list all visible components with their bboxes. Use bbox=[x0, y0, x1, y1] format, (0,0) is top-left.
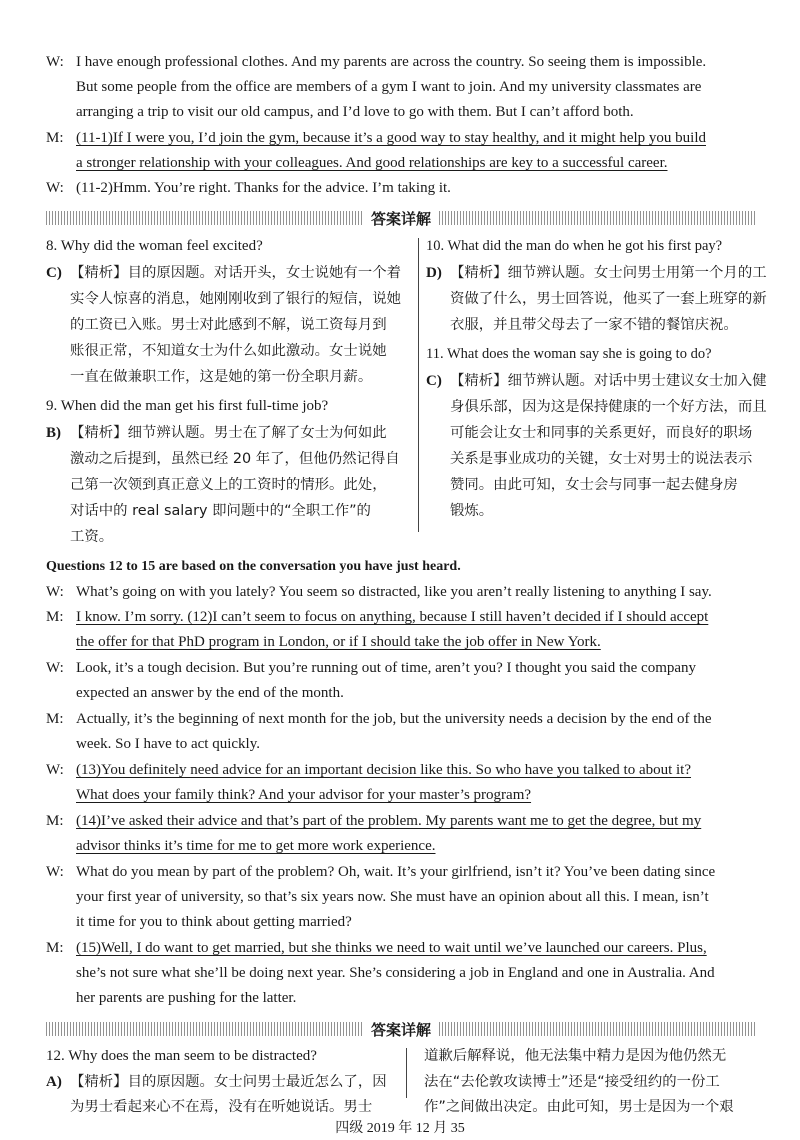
speaker-label: M: bbox=[46, 711, 64, 727]
answer-explanation-banner bbox=[46, 207, 756, 229]
answer-letter-11: C) bbox=[426, 373, 442, 389]
dialogue-line: I have enough professional clothes. And my parents are across the country. So seeing them is impossible. bbox=[76, 54, 707, 70]
speaker-label: W: bbox=[46, 762, 64, 778]
banner-title: 答案详解 bbox=[371, 1020, 432, 1039]
dialogue-line-underlined: advisor thinks it’s time for me to get more work experience. bbox=[76, 838, 436, 854]
question-8: 8. Why did the woman feel excited? bbox=[46, 238, 263, 254]
dialogue-line-underlined: a stronger relationship with your colleagues. And good relationships are key to a successful career. bbox=[76, 155, 668, 171]
column-divider bbox=[418, 238, 419, 532]
answer-explanation-banner bbox=[46, 1018, 756, 1040]
dialogue-line: your first year of university, so that’s six years now. She must have an opinion about all this. I mean, isn’t bbox=[76, 889, 709, 905]
explanation-line: 【精析】目的原因题。对话开头，女士说她有一个着 bbox=[70, 265, 401, 281]
dialogue-line: she’s not sure what she’ll be doing next year. She’s considering a job in England and one in Australia. And bbox=[76, 965, 715, 981]
explanation-line: 锻炼。 bbox=[450, 503, 494, 519]
explanation-line: 的工资已入账。男士对此感到不解，说工资每月到 bbox=[70, 317, 387, 333]
explanation-line: 关系是事业成功的关键，女士对男士的说法表示 bbox=[450, 451, 753, 467]
speaker-label: M: bbox=[46, 813, 64, 829]
speaker-label: M: bbox=[46, 940, 64, 956]
speaker-label: M: bbox=[46, 130, 64, 146]
dialogue-line: Actually, it’s the beginning of next month for the job, but the university needs a decision by the end of the bbox=[76, 711, 712, 727]
speaker-label: W: bbox=[46, 54, 64, 70]
dialogue-line: But some people from the office are members of a gym I want to join. And my university classmates are bbox=[76, 79, 702, 95]
explanation-line: 激动之后提到，虽然已经 20 年了，但他仍然记得自 bbox=[70, 451, 400, 467]
section-title: Questions 12 to 15 are based on the conversation you have just heard. bbox=[46, 559, 461, 574]
question-9: 9. When did the man get his first full-time job? bbox=[46, 398, 329, 414]
explanation-line: 可能会让女士和同事的关系更好，而良好的职场 bbox=[450, 425, 753, 441]
speaker-label: W: bbox=[46, 660, 64, 676]
dialogue-line: What’s going on with you lately? You seem so distracted, like you aren’t really listening to anything I say. bbox=[76, 584, 712, 600]
banner-hatch-left bbox=[46, 211, 363, 225]
dialogue-line: week. So I have to act quickly. bbox=[76, 736, 260, 752]
speaker-label: W: bbox=[46, 864, 64, 880]
explanation-line: 资做了什么，男士回答说，他买了一套上班穿的新 bbox=[450, 291, 767, 307]
dialogue-line: What do you mean by part of the problem? Oh, wait. It’s your girlfriend, isn’t it? You’ve been dating since bbox=[76, 864, 716, 880]
page-footer: 四级 2019 年 12 月 35 bbox=[335, 1121, 465, 1136]
answer-letter-12: A) bbox=[46, 1074, 62, 1090]
explanation-line: 【精析】目的原因题。女士问男士最近怎么了，因 bbox=[70, 1074, 387, 1090]
column-divider bbox=[406, 1048, 407, 1098]
dialogue-line: Look, it’s a tough decision. But you’re running out of time, aren’t you? I thought you said the company bbox=[76, 660, 697, 676]
answer-letter-8: C) bbox=[46, 265, 62, 281]
question-12: 12. Why does the man seem to be distracted? bbox=[46, 1048, 317, 1064]
dialogue-line-underlined: (14)I’ve asked their advice and that’s part of the problem. My parents want me to get the degree, but my bbox=[76, 813, 702, 829]
dialogue-line: (11-2)Hmm. You’re right. Thanks for the advice. I’m taking it. bbox=[76, 180, 451, 196]
explanation-line: 己第一次领到真正意义上的工资时的情形。此处， bbox=[70, 477, 387, 493]
dialogue-line: arranging a trip to visit our old campus, and I’d love to go with them. But I can’t afford both. bbox=[76, 104, 634, 120]
dialogue-line-underlined: the offer for that PhD program in London, or if I should take the job offer in New York. bbox=[76, 634, 601, 650]
explanation-line: 【精析】细节辨认题。女士问男士用第一个月的工 bbox=[450, 265, 767, 281]
dialogue-line: expected an answer by the end of the month. bbox=[76, 685, 344, 701]
banner-hatch-right bbox=[439, 1022, 756, 1036]
explanation-line: 作”之间做出决定。由此可知，男士是因为一个艰 bbox=[424, 1099, 734, 1115]
dialogue-line: her parents are pushing for the latter. bbox=[76, 990, 297, 1006]
explanation-line: 法在“去伦敦攻读博士”还是“接受纽约的一份工 bbox=[424, 1074, 720, 1090]
banner-hatch-left bbox=[46, 1022, 363, 1036]
explanation-line: 为男士看起来心不在焉，没有在听她说话。男士 bbox=[70, 1099, 373, 1115]
explanation-line: 身俱乐部，因为这是保持健康的一个好方法，而且 bbox=[450, 399, 767, 415]
explanation-line: 【精析】细节辨认题。男士在了解了女士为何如此 bbox=[70, 425, 387, 441]
speaker-label: M: bbox=[46, 609, 64, 625]
answer-letter-10: D) bbox=[426, 265, 442, 281]
dialogue-line: it time for you to think about getting married? bbox=[76, 914, 352, 930]
explanation-line: 赞同。由此可知，女士会与同事一起去健身房 bbox=[450, 477, 738, 493]
explanation-line: 工资。 bbox=[70, 529, 114, 545]
explanation-line: 道歉后解释说，他无法集中精力是因为他仍然无 bbox=[424, 1048, 727, 1064]
banner-title: 答案详解 bbox=[371, 209, 432, 228]
banner-hatch-right bbox=[439, 211, 756, 225]
explanation-line: 实令人惊喜的消息，她刚刚收到了银行的短信，说她 bbox=[70, 291, 401, 307]
explanation-line: 【精析】细节辨认题。对话中男士建议女士加入健 bbox=[450, 373, 767, 389]
speaker-label: W: bbox=[46, 180, 64, 196]
dialogue-line-underlined: (13)You definitely need advice for an important decision like this. So who have you talked to about it? bbox=[76, 762, 692, 778]
dialogue-line-underlined: I know. I’m sorry. (12)I can’t seem to focus on anything, because I still haven’t decided if I should accept bbox=[76, 609, 709, 625]
dialogue-line-underlined: (11-1)If I were you, I’d join the gym, because it’s a good way to stay healthy, and it might help you build bbox=[76, 130, 706, 146]
explanation-line: 衣服，并且带父母去了一家不错的餐馆庆祝。 bbox=[450, 317, 738, 333]
explanation-line: 账很正常，不知道女士为什么如此激动。女士说她 bbox=[70, 343, 387, 359]
explanation-line: 对话中的 real salary 即问题中的“全职工作”的 bbox=[70, 503, 371, 519]
question-10: 10. What did the man do when he got his first pay? bbox=[426, 238, 723, 254]
dialogue-line-underlined: What does your family think? And your advisor for your master’s program? bbox=[76, 787, 532, 803]
answer-letter-9: B) bbox=[46, 425, 61, 441]
dialogue-line-underlined: (15)Well, I do want to get married, but she thinks we need to wait until we’ve launched our careers. Plus, bbox=[76, 940, 707, 956]
question-11: 11. What does the woman say she is going to do? bbox=[426, 346, 712, 362]
explanation-line: 一直在做兼职工作，这是她的第一份全职月薪。 bbox=[70, 369, 373, 385]
speaker-label: W: bbox=[46, 584, 64, 600]
